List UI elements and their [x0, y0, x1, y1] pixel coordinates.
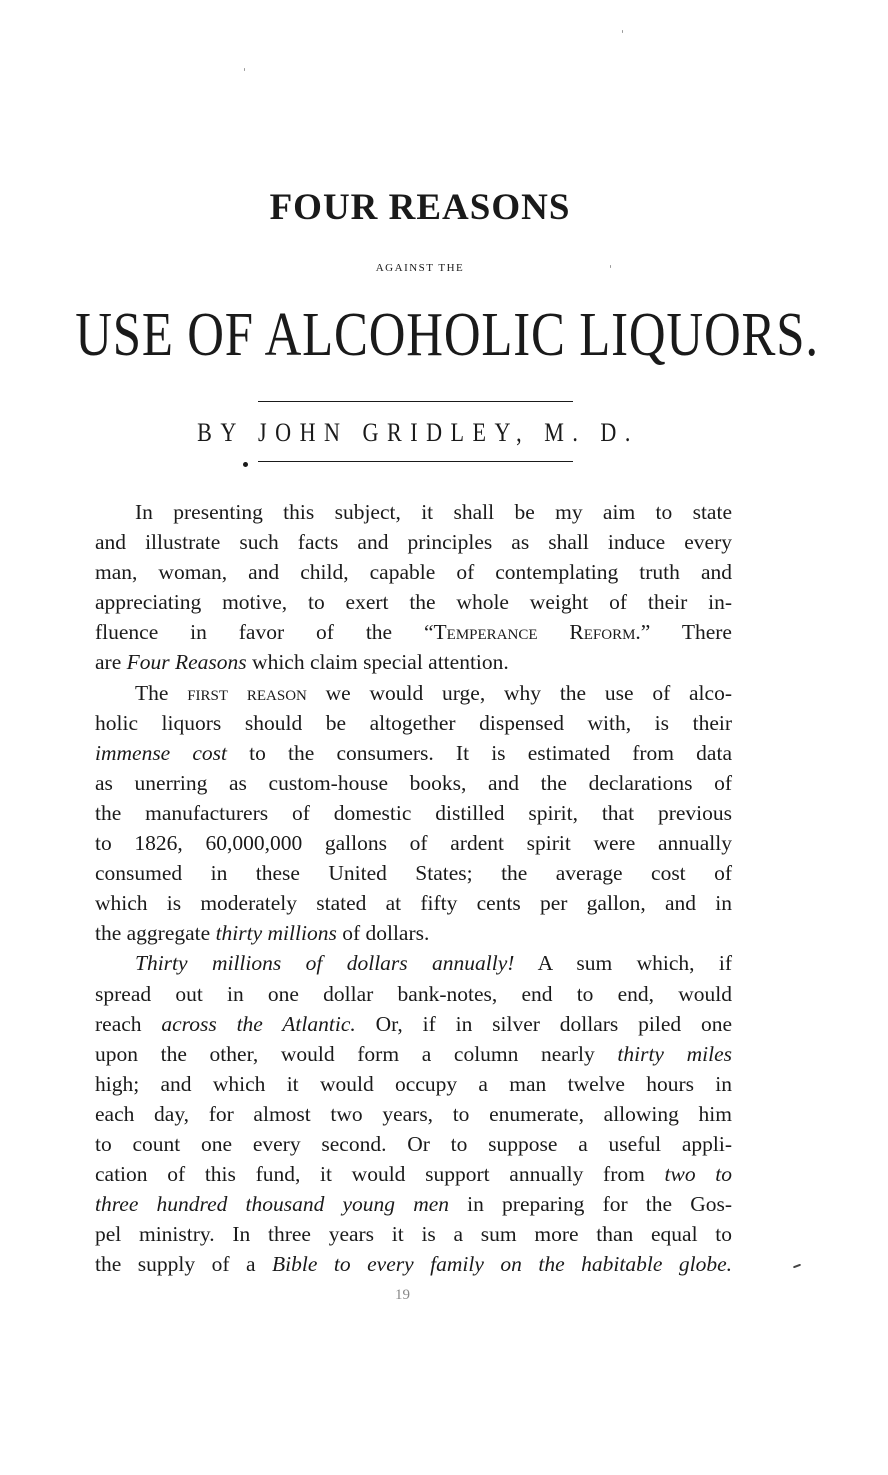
top-rule: [258, 401, 573, 402]
text-line: upon the other, would form a column nearly thirty miles: [95, 1041, 732, 1066]
text-line: In presenting this subject, it shall be my aim to state: [135, 500, 732, 524]
body-text: [95, 497, 732, 1279]
text-line: consumed in these United States; the average cost of: [95, 861, 732, 886]
text-line: high; and which it would occupy a man twelve hours in: [95, 1071, 732, 1096]
text-line: three hundred thousand young men in preparing for the Gos-: [95, 1192, 732, 1217]
text-line: Thirty millions of dollars annually! A sum which, if: [135, 951, 733, 976]
text-line: holic liquors should be altogether dispensed with, is their: [95, 710, 732, 735]
text-line: appreciating motive, to exert the whole weight of their in-: [95, 590, 732, 615]
scan-speck: [244, 68, 245, 71]
text-line: cation of this fund, it would support annually from two to: [95, 1162, 732, 1187]
scan-speck: [793, 1264, 801, 1269]
text-line: the supply of a Bible to every family on the habitable globe.: [95, 1252, 733, 1277]
author-line: BY JOHN GRIDLEY, M. D.: [197, 418, 639, 447]
scan-speck: [622, 30, 623, 33]
scan-speck: [610, 265, 611, 268]
text-line: which is moderately stated at fifty cents per gallon, and in: [95, 891, 732, 916]
text-line: immense cost to the consumers. It is estimated from data: [95, 740, 732, 765]
text-line: fluence in favor of the “Temperance Reform.” There: [95, 620, 732, 645]
text-line: each day, for almost two years, to enumerate, allowing him: [95, 1101, 732, 1126]
text-line: and illustrate such facts and principles as shall induce every: [95, 530, 732, 555]
rule-dot: [243, 462, 248, 467]
text-line: man, woman, and child, capable of contemplating truth and: [95, 560, 732, 585]
text-line: to count one every second. Or to suppose a useful appli-: [95, 1131, 732, 1156]
text-line: pel ministry. In three years it is a sum more than equal to: [95, 1222, 732, 1247]
text-line: to 1826, 60,000,000 gallons of ardent spirit were annually: [95, 831, 732, 856]
page-number: 19: [395, 1287, 410, 1303]
text-line: the manufacturers of domestic distilled spirit, that previous: [95, 800, 732, 825]
text-line: as unerring as custom-house books, and the declarations of: [95, 770, 732, 795]
text-line: are Four Reasons which claim special attention.: [95, 650, 509, 675]
text-line: reach across the Atlantic. Or, if in silver dollars piled one: [95, 1011, 733, 1036]
text-line: The first reason we would urge, why the use of alco-: [135, 680, 732, 705]
title-four-reasons: FOUR REASONS: [269, 187, 571, 228]
bottom-rule: [258, 461, 573, 462]
text-line: the aggregate thirty millions of dollars.: [95, 921, 430, 946]
main-title: USE OF ALCOHOLIC LIQUORS.: [75, 301, 819, 369]
text-line: spread out in one dollar bank-notes, end to end, would: [95, 981, 732, 1006]
subtitle-against-the: AGAINST THE: [375, 262, 465, 274]
